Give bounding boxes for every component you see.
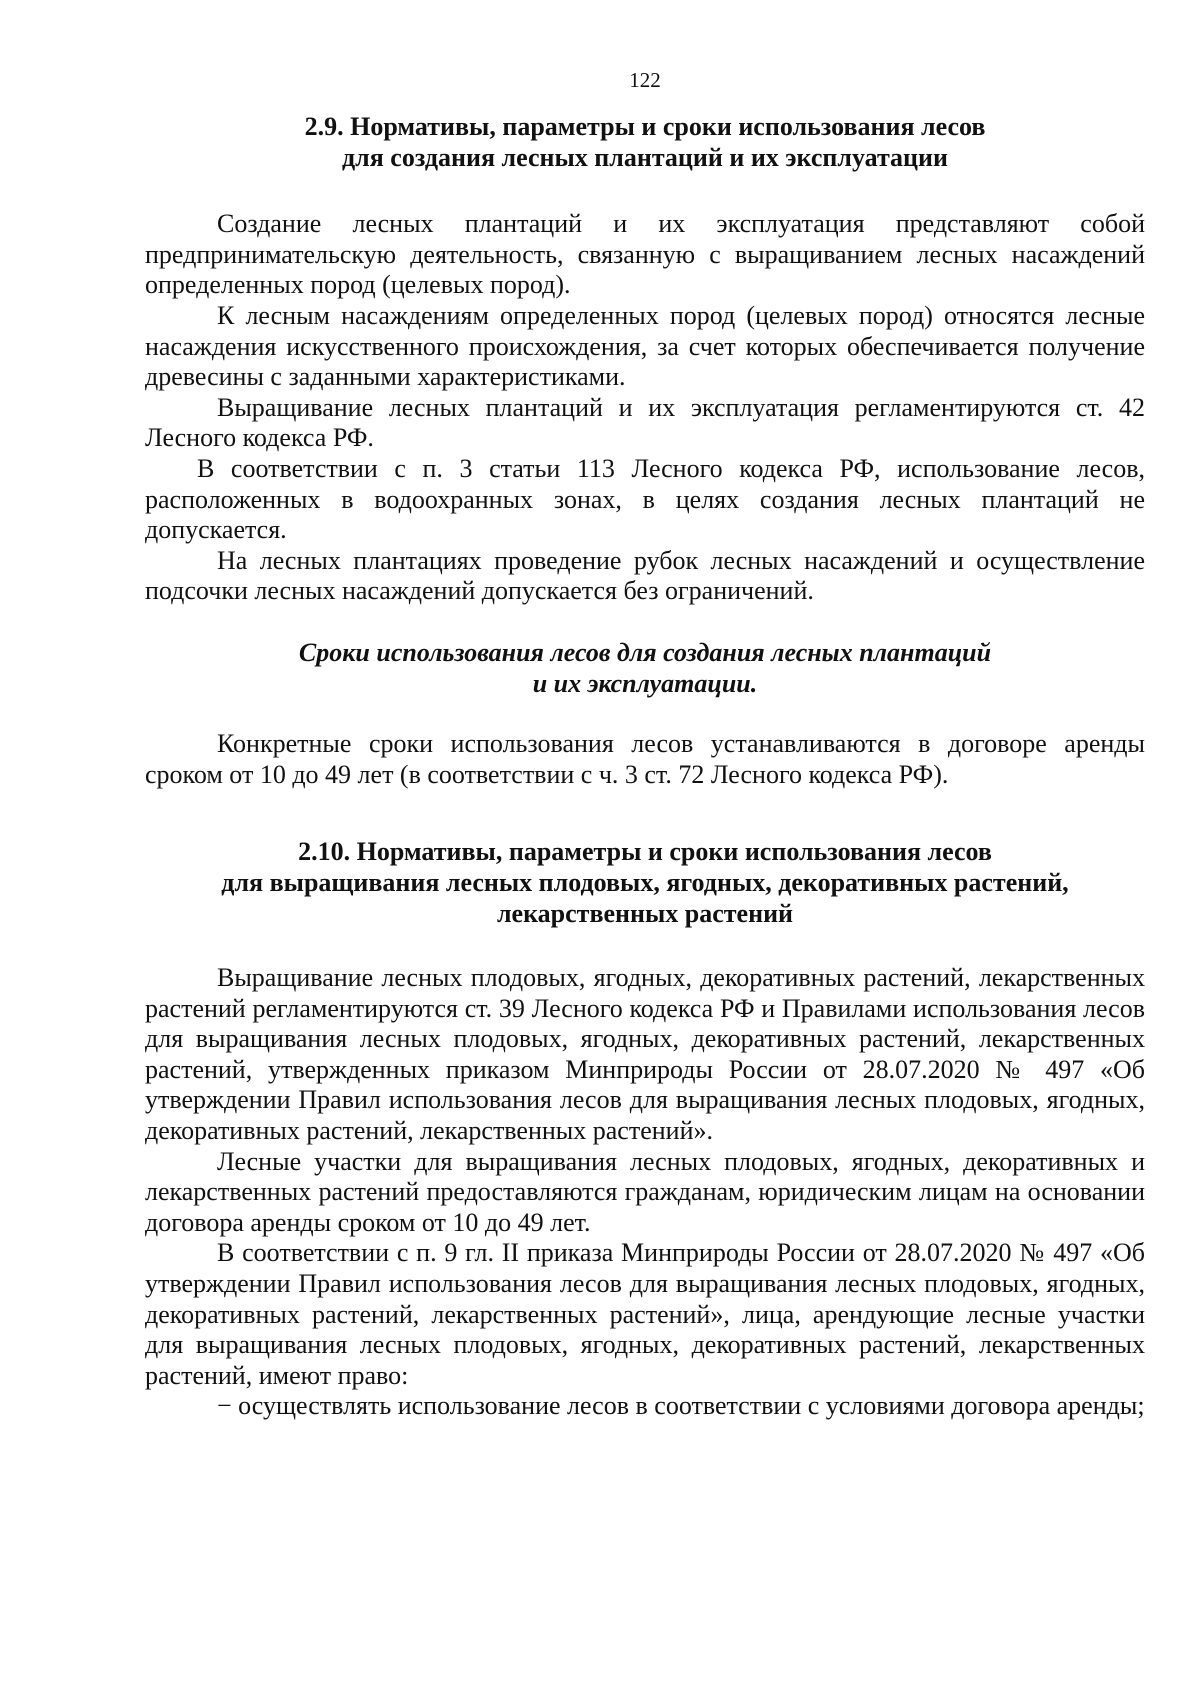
section-2-9-paragraph-2: К лесным насаждениям определенных пород (целевых пород) относятся лесные насаждения искусственного происхождения, за счет которых обеспечивается получение древесины с заданными характеристиками. <box>145 300 1145 392</box>
section-2-10-paragraph-4: − осуществлять использование лесов в соответствии с условиями договора аренды; <box>217 1391 1145 1421</box>
page-number: 122 <box>629 68 661 92</box>
section-2-9-paragraph-3: Выращивание лесных плантаций и их эксплуатация регламентируются ст. 42 Лесного кодекса РФ. <box>145 392 1145 453</box>
section-2-9-paragraph-4: В соответствии с п. 3 статьи 113 Лесного кодекса РФ, использование лесов, расположенных в водоохранных зонах, в целях создания лесных плантаций не допускается. <box>145 453 1145 545</box>
section-2-10-paragraph-2: Лесные участки для выращивания лесных плодовых, ягодных, декоративных и лекарственных растений предоставляются гражданам, юридическим лицам на основании договора аренды сроком от 10 до 49 лет. <box>145 1146 1145 1237</box>
section-2-9-heading-line2: для создания лесных плантаций и их эксплуатации <box>342 143 948 173</box>
document-page <box>145 68 1145 1422</box>
section-2-9-heading <box>145 111 1145 173</box>
section-2-9-terms-paragraph: Конкретные сроки использования лесов устанавливаются в договоре аренды сроком от 10 до 49 лет (в соответствии с ч. 3 ст. 72 Лесного кодекса РФ). <box>145 728 1145 789</box>
section-2-10-paragraph-1: Выращивание лесных плодовых, ягодных, декоративных растений, лекарственных растений регламентируются ст. 39 Лесного кодекса РФ и Правилами использования лесов для выращивания лесных плодовых, ягодных, декоративных растений, лекарственных растений, утвержденных приказом Минприроды России от 28.07.2020 № 497 «Об утверждении Правил использования лесов для выращивания лесных плодовых, ягодных, декоративных растений, лекарственных растений». <box>145 963 1145 1146</box>
section-2-10-paragraph-3: В соответствии с п. 9 гл. II приказа Минприроды России от 28.07.2020 № 497 «Об утверждении Правил использования лесов для выращивания лесных плодовых, ягодных, декоративных растений, лекарственных растений», лица, арендующие лесные участки для выращивания лесных плодовых, ягодных, декоративных растений, лекарственных растений, имеют право: <box>145 1238 1145 1390</box>
section-2-9-subheading-line2: и их эксплуатации. <box>532 668 758 698</box>
section-2-10-heading-line1: 2.10. Нормативы, параметры и сроки использования лесов <box>298 837 992 867</box>
section-2-10-heading <box>145 836 1145 929</box>
section-2-9-paragraph-1: Создание лесных плантаций и их эксплуатация представляют собой предпринимательскую деятельность, связанную с выращиванием лесных насаждений определенных пород (целевых пород). <box>145 209 1145 300</box>
section-2-9-subheading-line1: Сроки использования лесов для создания лесных плантаций <box>298 637 992 667</box>
section-2-10-heading-line3: лекарственных растений <box>496 899 794 929</box>
section-2-9-subheading <box>145 637 1145 699</box>
section-2-9-paragraph-5: На лесных плантациях проведение рубок лесных насаждений и осуществление подсочки лесных насаждений допускается без ограничений. <box>145 545 1145 606</box>
section-2-10-heading-line2: для выращивания лесных плодовых, ягодных, декоративных растений, <box>221 868 1069 898</box>
section-2-9-heading-line1: 2.9. Нормативы, параметры и сроки использования лесов <box>304 112 986 142</box>
